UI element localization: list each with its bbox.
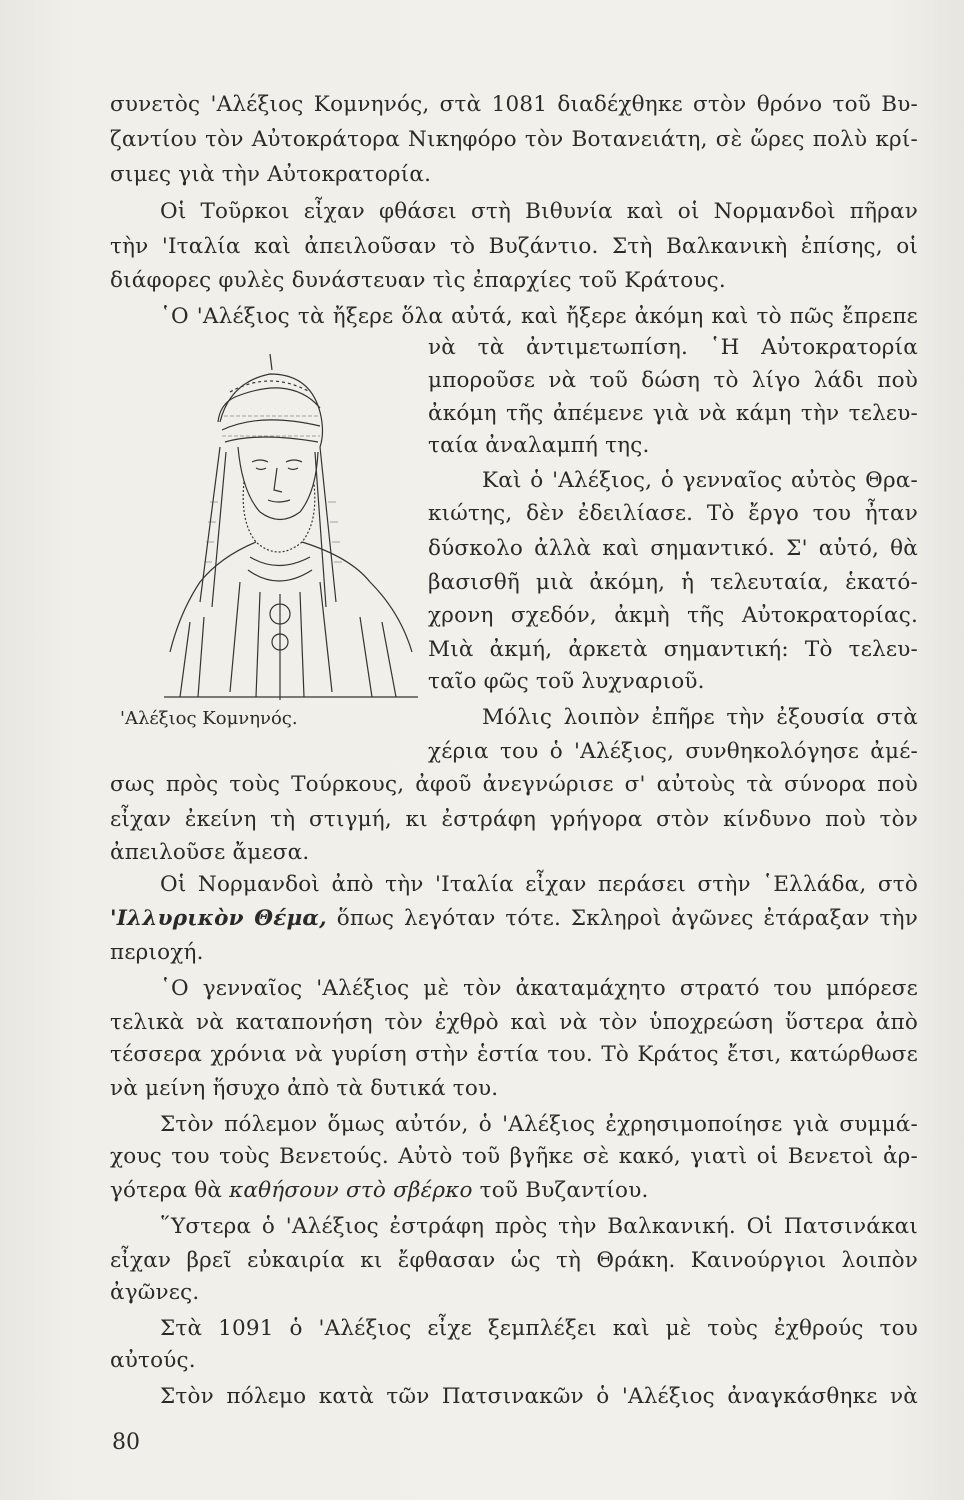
text-line: τέσσερα χρόνια νὰ γυρίση στὴν ἑστία του. Τὸ Κράτος ἔτσι, κατώρθωσε xyxy=(110,1042,918,1067)
text-line: συνετὸς 'Αλέξιος Κομνηνός, στὰ 1081 διαδέχθηκε στὸν θρόνο τοῦ Βυ- xyxy=(110,92,918,117)
text-span: τοῦ Βυζαντίου. xyxy=(472,1178,649,1203)
text-line: Μιὰ ἀκμή, ἀρκετὰ σημαντική: Τὸ τελευ- xyxy=(428,637,918,662)
text-line: αὐτούς. xyxy=(110,1348,196,1373)
text-line: νὰ μείνη ἥσυχο ἀπὸ τὰ δυτικά του. xyxy=(110,1076,499,1101)
page-number: 80 xyxy=(112,1430,140,1455)
text-line: σιμες γιὰ τὴν Αὐτοκρατορία. xyxy=(110,162,432,187)
text-line: εἶχαν ἐκείνη τὴ στιγμή, κι ἐστράφη γρήγορα στὸν κίνδυνο ποὺ τὸν xyxy=(110,807,918,832)
text-line: ταῖο φῶς τοῦ λυχναριοῦ. xyxy=(428,669,705,694)
text-line: εἶχαν βρεῖ εὐκαιρία κι ἔφθασαν ὡς τὴ Θράκη. Καινούργιοι λοιπὸν xyxy=(110,1248,918,1273)
text-line: ἀγῶνες. xyxy=(110,1280,200,1305)
text-line: χους του τοὺς Βενετούς. Αὐτὸ τοῦ βγῆκε σὲ κακό, γιατὶ οἱ Βενετοὶ ἀρ- xyxy=(110,1144,918,1169)
text-span: γότερα θὰ xyxy=(110,1178,230,1203)
text-span: ὅπως λεγόταν τότε. Σκληροὶ ἀγῶνες ἐτάραξαν τὴν xyxy=(326,906,918,931)
text-line: ῞Υστερα ὁ 'Αλέξιος ἐστράφη πρὸς τὴν Βαλκανική. Οἱ Πατσινάκαι xyxy=(160,1214,918,1239)
text-line: μποροῦσε νὰ τοῦ δώση τὸ λίγο λάδι ποὺ xyxy=(428,368,918,393)
portrait-caption: 'Αλέξιος Κομνηνός. xyxy=(120,708,298,729)
text-line: ῾Ο γενναῖος 'Αλέξιος μὲ τὸν ἀκαταμάχητο στρατό του μπόρεσε xyxy=(160,976,918,1001)
emphasis-text: 'Ιλλυρικὸν Θέμα, xyxy=(110,906,327,931)
text-line: χέρια του ὁ 'Αλέξιος, συνθηκολόγησε ἀμέ- xyxy=(428,739,918,764)
text-line: βασισθῆ μιὰ ἀκόμη, ἡ τελευταία, ἑκατό- xyxy=(428,570,918,595)
text-line: χρονη σχεδόν, ἀκμὴ τῆς Αὐτοκρατορίας. xyxy=(428,603,918,628)
text-line: Οἱ Τοῦρκοι εἶχαν φθάσει στὴ Βιθυνία καὶ οἱ Νορμανδοὶ πῆραν xyxy=(160,199,918,224)
text-line: τελικὰ νὰ καταπονήση τὸν ἐχθρὸ καὶ νὰ τὸν ὑποχρεώση ὕστερα ἀπὸ xyxy=(110,1010,918,1035)
text-line: Οἱ Νορμανδοὶ ἀπὸ τὴν 'Ιταλία εἶχαν περάσει στὴν ῾Ελλάδα, στὸ xyxy=(160,872,918,897)
text-line: περιοχή. xyxy=(110,940,204,965)
text-line: τὴν 'Ιταλία καὶ ἀπειλοῦσαν τὸ Βυζάντιο. Στὴ Βαλκανικὴ ἐπίσης, οἱ xyxy=(110,234,918,259)
text-line: διάφορες φυλὲς δυνάστευαν τὶς ἐπαρχίες τοῦ Κράτους. xyxy=(110,268,726,293)
text-line: ταία ἀναλαμπή της. xyxy=(428,433,650,458)
text-line: κιώτης, δὲν ἐδειλίασε. Τὸ ἔργο του ἦταν xyxy=(428,501,918,526)
text-line: ἀπειλοῦσε ἄμεσα. xyxy=(110,840,310,865)
text-line: ῾Ο 'Αλέξιος τὰ ἤξερε ὅλα αὐτά, καὶ ἤξερε ἀκόμη καὶ τὸ πῶς ἔπρεπε xyxy=(160,304,918,329)
text-line xyxy=(110,1176,649,1206)
text-line: Καὶ ὁ 'Αλέξιος, ὁ γενναῖος αὐτὸς Θρα- xyxy=(482,468,918,493)
text-line: ζαντίου τὸν Αὐτοκράτορα Νικηφόρο τὸν Βοτανειάτη, σὲ ὥρες πολὺ κρί- xyxy=(110,127,918,152)
emphasis-text: καθήσουν στὸ σβέρκο xyxy=(229,1178,473,1203)
text-line: σως πρὸς τοὺς Τούρκους, ἀφοῦ ἀνεγνώρισε σ' αὐτοὺς τὰ σύνορα ποὺ xyxy=(110,772,918,797)
text-line: ἀκόμη τῆς ἀπέμενε γιὰ νὰ κάμη τὴν τελευ- xyxy=(428,401,918,426)
text-line: Μόλις λοιπὸν ἐπῆρε τὴν ἐξουσία στὰ xyxy=(482,705,918,730)
text-line: Στὰ 1091 ὁ 'Αλέξιος εἶχε ξεμπλέξει καὶ μὲ τοὺς ἐχθρούς του xyxy=(160,1316,918,1341)
text-line: δύσκολο ἀλλὰ καὶ σημαντικό. Σ' αὐτό, θὰ xyxy=(428,536,918,561)
alexios-komnenos-portrait xyxy=(160,352,422,704)
text-line xyxy=(110,904,918,934)
text-line: Στὸν πόλεμον ὅμως αὐτόν, ὁ 'Αλέξιος ἐχρησιμοποίησε γιὰ συμμά- xyxy=(160,1112,918,1137)
text-line: Στὸν πόλεμο κατὰ τῶν Πατσινακῶν ὁ 'Αλέξιος ἀναγκάσθηκε νὰ xyxy=(160,1384,918,1409)
text-line: νὰ τὰ ἀντιμετωπίση. ῾Η Αὐτοκρατορία xyxy=(428,335,918,360)
